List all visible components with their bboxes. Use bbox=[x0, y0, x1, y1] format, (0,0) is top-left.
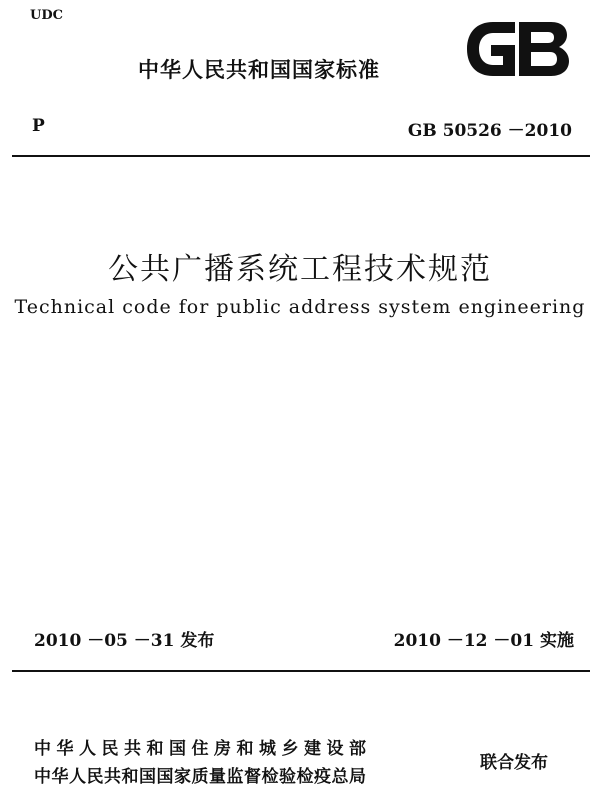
joint-publish-label: 联合发布 bbox=[480, 753, 548, 773]
classification-label: P bbox=[32, 116, 45, 136]
footer-divider bbox=[12, 670, 590, 672]
gb-logo-b bbox=[519, 22, 569, 76]
publisher-line-1: 中华人民共和国住房和城乡建设部 bbox=[34, 739, 372, 759]
title-english: Technical code for public address system engineering bbox=[14, 296, 586, 318]
gb-logo bbox=[463, 18, 571, 80]
standard-code: GB 50526 －2010 bbox=[407, 121, 572, 141]
publisher-line-2: 中华人民共和国国家质量监督检验检疫总局 bbox=[34, 767, 367, 787]
implement-date: 2010 －12 －01 实施 bbox=[393, 631, 574, 651]
udc-label: UDC bbox=[30, 8, 63, 23]
gb-logo-g bbox=[467, 22, 515, 76]
issue-date: 2010 －05 －31 发布 bbox=[34, 631, 215, 651]
standard-category: 中华人民共和国国家标准 bbox=[138, 58, 380, 82]
title-chinese: 公共广播系统工程技术规范 bbox=[108, 252, 492, 287]
header-divider bbox=[12, 155, 590, 157]
